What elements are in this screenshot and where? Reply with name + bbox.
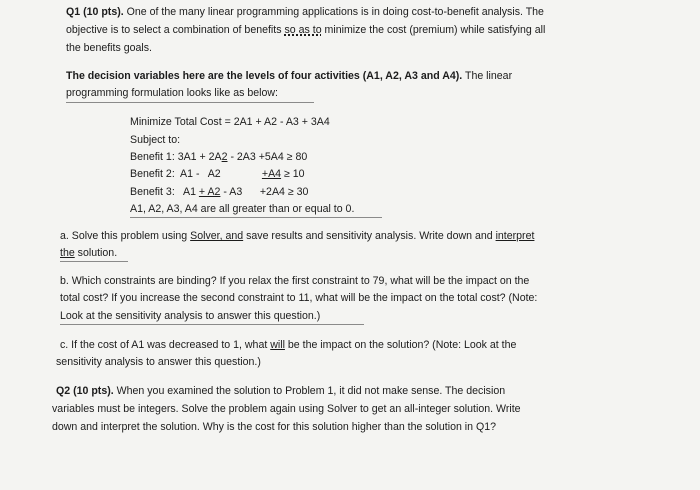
q2-text-1: When you examined the solution to Problem 1, it did not make sense. The decision (113, 385, 506, 397)
q1-heading: Q1 (10 pts). (66, 6, 124, 18)
q1-intro-text-2a: objective is to select a combination of benefits (66, 24, 285, 36)
q1-intro-text-2b: so as to (284, 24, 322, 36)
q1-intro-line-2 (66, 24, 545, 37)
formulation-underline (66, 102, 314, 103)
part-a-text-1: a. Solve this problem using (60, 230, 191, 242)
q2-line-2: variables must be integers. Solve the problem again using Solver to get an all-integer solution. Write (52, 403, 521, 415)
q1-intro-text-2c: minimize the cost (premium) while satisfying all (321, 24, 546, 36)
part-c-line-2: sensitivity analysis to answer this question.) (56, 356, 261, 368)
q1-variables-bold: The decision variables here are the levels of four activities (A1, A2, A3 and A4). (66, 70, 463, 82)
q2-line-1 (56, 385, 505, 398)
q1-variables-tail: The linear (462, 70, 513, 82)
lp-subject-to: Subject to: (130, 134, 181, 146)
part-a-the: the (60, 247, 75, 259)
lp-constraint-3 (130, 186, 308, 199)
c3-part-a: Benefit 3: A1 (130, 186, 199, 198)
lp-objective: Minimize Total Cost = 2A1 + A2 - A3 + 3A4 (130, 116, 330, 128)
part-a-underline (60, 261, 128, 262)
part-a-text-2: save results and sensitivity analysis. Write down and (243, 230, 496, 242)
part-a-line-2 (60, 247, 117, 260)
c2-part-c: ≥ 10 (281, 168, 305, 180)
part-b-underline (60, 324, 364, 325)
lp-nonnegativity: A1, A2, A3, A4 are all greater than or equal to 0. (130, 203, 355, 215)
c3-part-b: + A2 (198, 186, 221, 198)
c1-part-a: Benefit 1: 3A1 + 2A (130, 151, 222, 163)
c1-part-b: 2 (221, 151, 228, 163)
part-a-line-1 (60, 230, 534, 243)
q2-line-3: down and interpret the solution. Why is the cost for this solution higher than the solution in Q1? (52, 421, 497, 433)
c2-part-b: +A4 (261, 168, 282, 180)
lp-constraint-1 (130, 151, 307, 164)
part-c-line-1 (60, 339, 516, 352)
part-c-text-2: be the impact on the solution? (Note: Look at the (284, 339, 517, 351)
part-b-line-1: b. Which constraints are binding? If you relax the first constraint to 79, what will be the impact on the (60, 275, 530, 287)
part-c-text-1: c. If the cost of A1 was decreased to 1, what (60, 339, 271, 351)
model-bottom-rule (130, 217, 382, 218)
part-a-solution: solution. (74, 247, 118, 259)
c1-part-c: - 2A3 +5A4 ≥ 80 (227, 151, 308, 163)
part-b-line-3: Look at the sensitivity analysis to answer this question.) (60, 310, 321, 322)
part-b-line-2: total cost? If you increase the second constraint to 11, what will be the impact on the total cost? (Note: (60, 292, 538, 304)
q1-intro-line-1 (66, 6, 544, 19)
c3-part-c: - A3 +2A4 ≥ 30 (220, 186, 309, 198)
q1-intro-line-3: the benefits goals. (66, 42, 152, 54)
q1-intro-text-1: One of the many linear programming applications is in doing cost-to-benefit analysis. The (123, 6, 544, 18)
c2-part-a: Benefit 2: A1 - A2 (130, 168, 262, 180)
lp-constraint-2 (130, 168, 305, 181)
q1-formulation-line: programming formulation looks like as below: (66, 87, 278, 99)
part-a-interpret: interpret (495, 230, 535, 242)
part-c-will: will (270, 339, 285, 351)
part-a-solver: Solver, and (190, 230, 244, 242)
q2-heading: Q2 (10 pts). (56, 385, 114, 397)
q1-variables-line (66, 70, 512, 83)
